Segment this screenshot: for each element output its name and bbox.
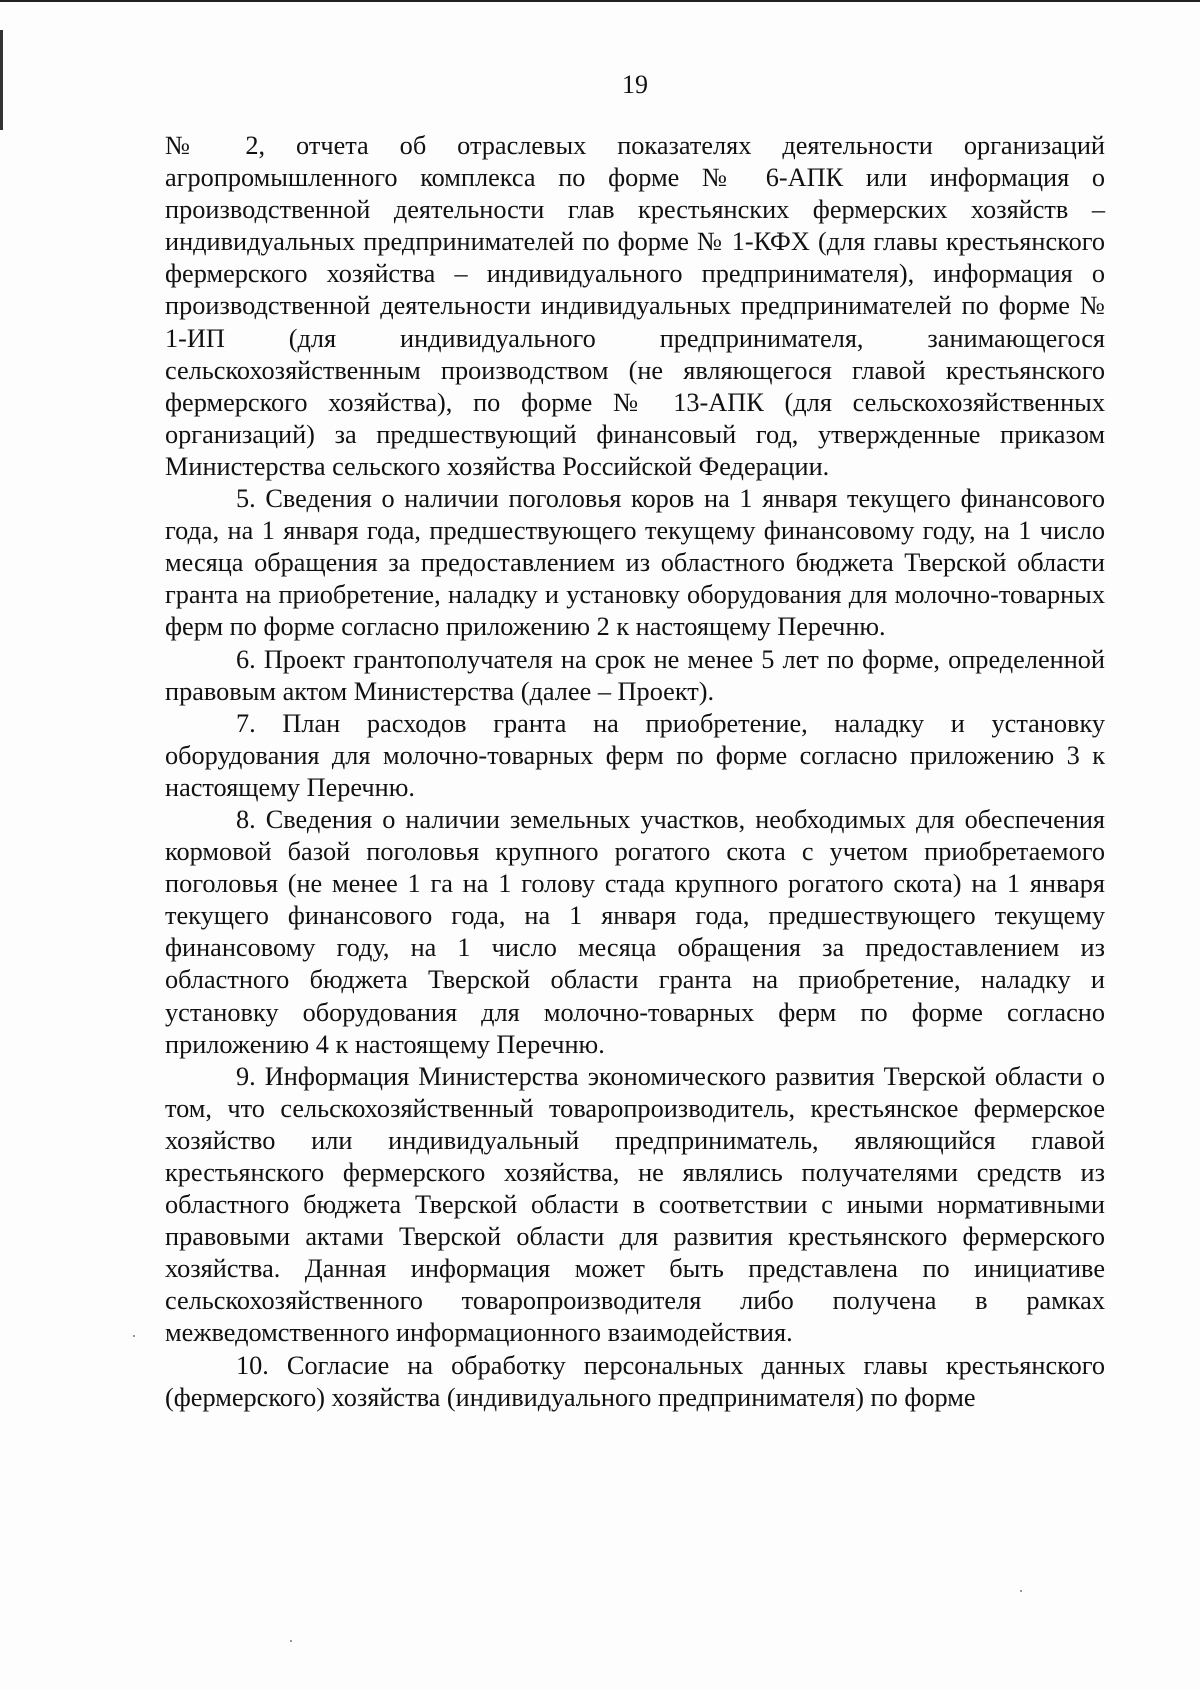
paragraph-item-9: 9. Информация Министерства экономического развития Тверской области о том, что сельскохозяйственный товаропроизводитель, крестьянское фермерское хозяйство или индивидуальный предприниматель, являющийся главой крестьянского фермерского хозяйства, не являлись получателями средств из областного бюджета Тверской области в соответствии с иными нормативными правовыми актами Тверской области для развития крестьянского фермерского хозяйства. Данная информация может быть представлена по инициативе сельскохозяйственного товаропроизводителя либо получена в рамках межведомственного информационного взаимодействия. [165,1061,1105,1348]
paragraph-item-5: 5. Сведения о наличии поголовья коров на 1 января текущего финансового года, на 1 января года, предшествующего текущему финансовому году, на 1 число месяца обращения за предоставлением из областного бюджета Тверской области гранта на приобретение, наладку и установку оборудования для молочно-товарных ферм по форме согласно приложению 2 к настоящему Перечню. [165,484,1105,642]
paragraph-item-6: 6. Проект грантополучателя на срок не менее 5 лет по форме, определенной правовым актом Министерства (далее – Проект). [165,644,1105,706]
page-number: 19 [622,70,648,99]
paragraph-continuation: № 2, отчета об отраслевых показателях деятельности организаций агропромышленного комплекса по форме № 6-АПК или информация о производственной деятельности глав крестьянских фермерских хозяйств – индивидуальных предпринимателей по форме № 1-КФХ (для главы крестьянского фермерского хозяйства – индивидуального предпринимателя), информация о производственной деятельности индивидуальных предпринимателей по форме № 1-ИП (для индивидуального предпринимателя, занимающегося сельскохозяйственным производством (не являющегося главой крестьянского фермерского хозяйства), по форме № 13-АПК (для сельскохозяйственных организаций) за предшествующий финансовый год, утвержденные приказом Министерства сельского хозяйства Российской Федерации. [165,131,1105,481]
paragraph-item-10: 10. Согласие на обработку персональных данных главы крестьянского (фермерского) хозяйства (индивидуального предпринимателя) по форме [165,1350,1105,1412]
scan-border-top [0,0,1200,2]
paragraph-item-7: 7. План расходов гранта на приобретение, наладку и установку оборудования для молочно-товарных ферм по форме согласно приложению 3 к настоящему Перечню. [165,708,1105,802]
scan-speck [1020,1590,1022,1592]
scan-speck [133,1335,135,1337]
document-body [165,130,1105,1414]
scan-speck [290,1640,292,1642]
paragraph-item-8: 8. Сведения о наличии земельных участков, необходимых для обеспечения кормовой базой поголовья крупного рогатого скота с учетом приобретаемого поголовья (не менее 1 га на 1 голову стада крупного рогатого скота) на 1 января текущего финансового года, на 1 января года, предшествующего текущему финансовому году, на 1 число месяца обращения за предоставлением из областного бюджета Тверской области гранта на приобретение, наладку и установку оборудования для молочно-товарных ферм по форме согласно приложению 4 к настоящему Перечню. [165,804,1105,1059]
